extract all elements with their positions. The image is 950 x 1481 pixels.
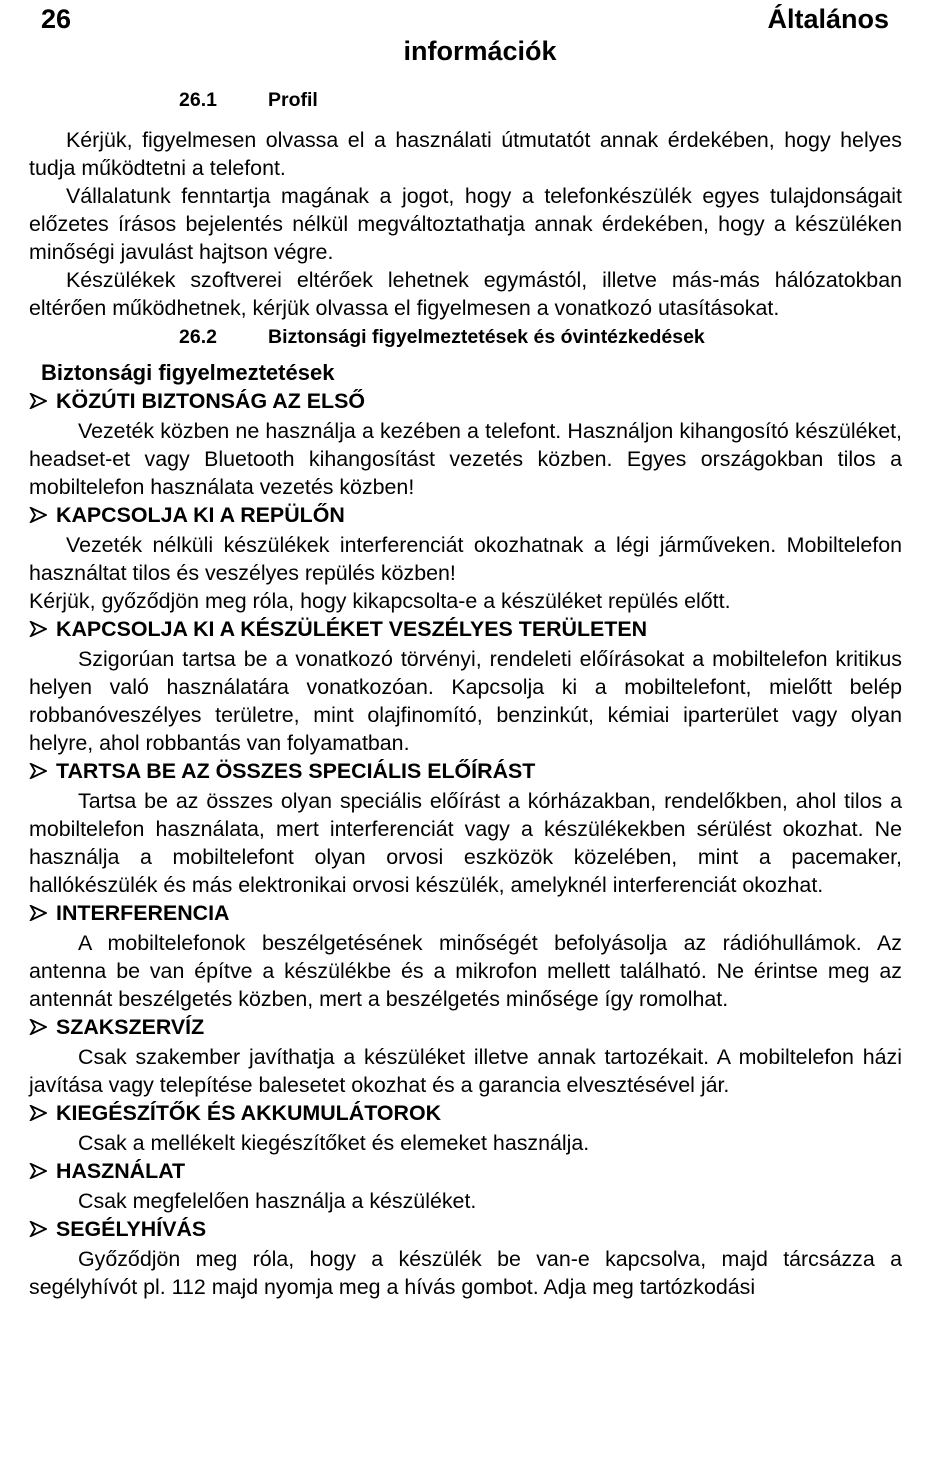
warning-heading — [29, 501, 902, 531]
chapter-title-line2: információk — [403, 36, 557, 66]
arrow-bullet-icon — [29, 1101, 56, 1129]
warning-title: HASZNÁLAT — [56, 1159, 186, 1183]
arrow-bullet-icon — [29, 1159, 56, 1187]
paragraph: Vezeték közben ne használja a kezében a telefont. Használjon kihangosító készüléket, headset-et vagy Bluetooth kihangosítást vezetés közben. Egyes országokban tilos a mobiltelefon használata vezetés közben! — [29, 419, 902, 499]
arrow-bullet-icon — [29, 617, 56, 645]
arrow-bullet-icon — [29, 503, 56, 531]
paragraph: Csak szakember javíthatja a készüléket illetve annak tartozékait. A mobiltelefon házi javítása vagy telepítése balesetet okozhat és a garancia elvesztésével jár. — [29, 1045, 902, 1097]
section-heading-safety — [179, 323, 705, 351]
arrow-bullet-icon — [29, 901, 56, 929]
paragraph: Vezeték nélküli készülékek interferenciát okozhatnak a légi járműveken. Mobiltelefon használtat tilos és veszélyes repülés közben! — [29, 533, 902, 585]
arrow-bullet-icon — [29, 389, 56, 417]
section-title: Biztonsági figyelmeztetések és óvintézkedések — [268, 326, 705, 348]
paragraph: Csak a mellékelt kiegészítőket és elemeket használja. — [78, 1131, 590, 1155]
chapter-number: 26 — [41, 4, 72, 34]
warning-title: KAPCSOLJA KI A REPÜLŐN — [56, 503, 345, 527]
arrow-bullet-icon — [29, 1217, 56, 1245]
paragraph: Kérjük, győződjön meg róla, hogy kikapcsolta-e a készüléket repülés előtt. — [29, 589, 731, 613]
warning-title: SZAKSZERVÍZ — [56, 1015, 205, 1039]
section-heading-safety-wrap — [29, 322, 902, 350]
warning-heading — [29, 1215, 902, 1245]
arrow-bullet-icon — [29, 759, 56, 787]
subheading-safety-warnings: Biztonsági figyelmeztetések — [41, 360, 335, 385]
page-content — [29, 126, 902, 1301]
warning-title: KAPCSOLJA KI A KÉSZÜLÉKET VESZÉLYES TERÜLETEN — [56, 617, 648, 641]
warning-heading — [29, 387, 902, 417]
warning-heading — [29, 1099, 902, 1129]
paragraph: Csak megfelelően használja a készüléket. — [78, 1189, 477, 1213]
warning-title: INTERFERENCIA — [56, 901, 230, 925]
warning-heading — [29, 615, 902, 645]
section-number: 26.2 — [179, 326, 217, 348]
section-heading-profil — [179, 89, 318, 112]
warning-heading — [29, 1013, 902, 1043]
warning-heading — [29, 899, 902, 929]
arrow-bullet-icon — [29, 1015, 56, 1043]
paragraph: A mobiltelefonok beszélgetésének minőségét befolyásolja az rádióhullámok. Az antenna be van építve a készülékbe és a mikrofon mellett található. Ne érintse meg az antennát beszélgetés közben, mert a beszélgetés minősége így romolhat. — [29, 931, 902, 1011]
warning-title: KÖZÚTI BIZTONSÁG AZ ELSŐ — [56, 389, 365, 413]
paragraph: Tartsa be az összes olyan speciális előírást a kórházakban, rendelőkben, ahol tilos a mobiltelefon használata, mert interferenciát vagy a készülékekben sérülést okozhat. Ne használja a mobiltelefont olyan orvosi eszközök közelében, mint a pacemaker, hallókészülék és más elektronikai orvosi készülék, amelyknél interferenciát okozhat. — [29, 789, 902, 897]
section-number: 26.1 — [179, 89, 217, 111]
warning-title: TARTSA BE AZ ÖSSZES SPECIÁLIS ELŐÍRÁST — [56, 759, 536, 783]
chapter-title-line1: Általános — [767, 4, 889, 34]
warning-title: SEGÉLYHÍVÁS — [56, 1217, 207, 1241]
paragraph: Vállalatunk fenntartja magának a jogot, hogy a telefonkészülék egyes tulajdonságait előzetes írásos bejelentés nélkül megváltoztathatja annak érdekében, hogy a készüléken minőségi javulást hajtson végre. — [29, 184, 902, 264]
paragraph: Készülékek szoftverei eltérőek lehetnek egymástól, illetve más-más hálózatokban eltérően működhetnek, kérjük olvassa el figyelmesen a vonatkozó utasításokat. — [29, 268, 902, 320]
paragraph: Szigorúan tartsa be a vonatkozó törvényi, rendeleti előírásokat a mobiltelefon kritikus helyen való használatára vonatkozóan. Kapcsolja ki a mobiltelefont, mielőtt belép robbanóveszélyes területre, mint olajfinomító, benzinkút, kémiai iparterület vagy olyan helyre, ahol robbantás van folyamatban. — [29, 647, 902, 755]
warning-heading — [29, 757, 902, 787]
section-title: Profil — [268, 89, 318, 111]
paragraph: Kérjük, figyelmesen olvassa el a használati útmutatót annak érdekében, hogy helyes tudja működtetni a telefont. — [29, 128, 902, 180]
warning-heading — [29, 1157, 902, 1187]
paragraph: Győződjön meg róla, hogy a készülék be van-e kapcsolva, majd tárcsázza a segélyhívót pl. 112 majd nyomja meg a hívás gombot. Adja meg tartózkodási — [29, 1247, 902, 1299]
warning-title: KIEGÉSZÍTŐK ÉS AKKUMULÁTOROK — [56, 1101, 442, 1125]
